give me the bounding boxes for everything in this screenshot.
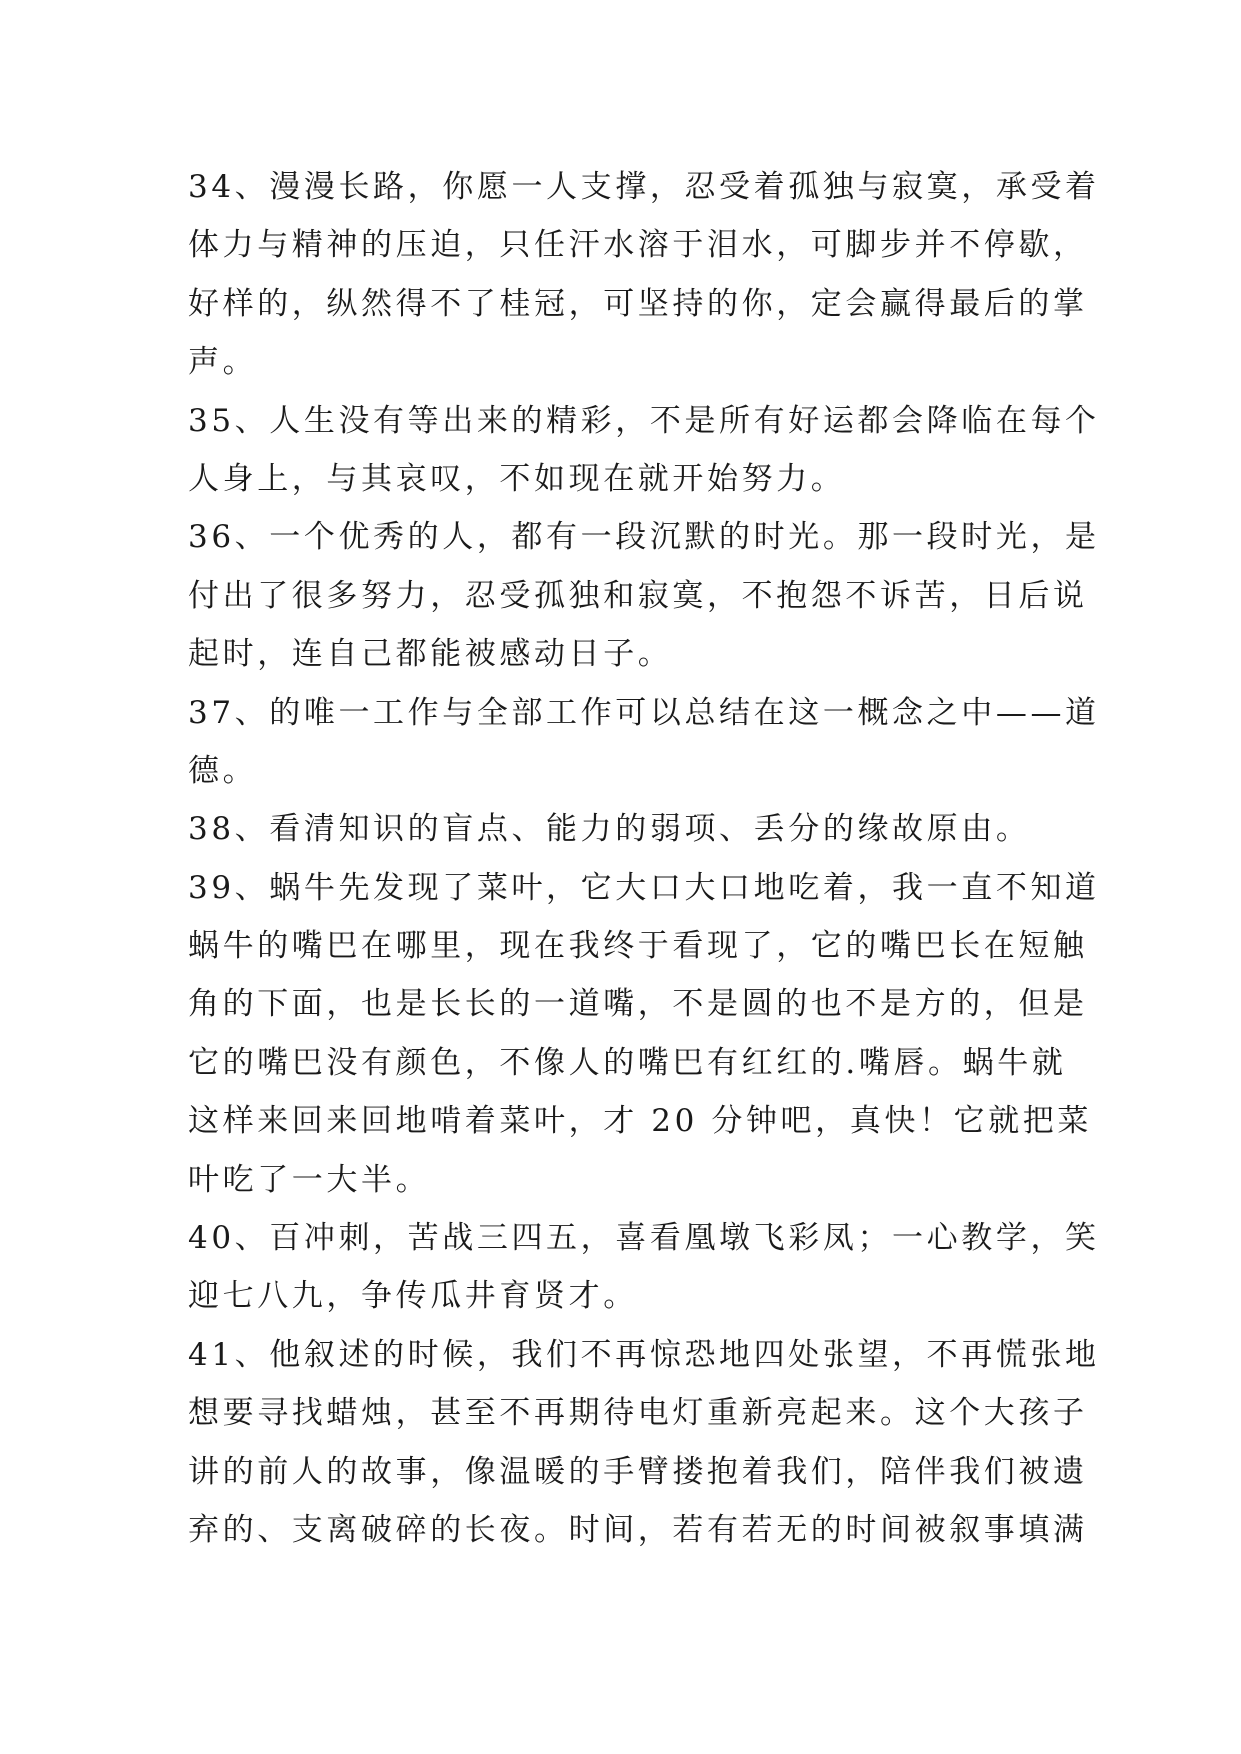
text-line: 角的下面，也是长长的一道嘴，不是圆的也不是方的，但是 [188,986,1088,1023]
text-line: 41、他叙述的时候，我们不再惊恐地四处张望，不再慌张地 [188,1336,1100,1373]
document-body [188,158,1100,1559]
text-line: 35、人生没有等出来的精彩，不是所有好运都会降临在每个 [188,402,1100,439]
text-line: 40、百冲刺，苦战三四五，喜看凰墩飞彩凤；一心教学，笑 [188,1220,1100,1257]
text-line: 37、的唯一工作与全部工作可以总结在这一概念之中——道 [188,694,1100,731]
text-line: 这样来回来回地啃着菜叶，才 20 分钟吧，真快！它就把菜 [188,1103,1092,1140]
text-line: 德。 [188,752,258,789]
text-line: 叶吃了一大半。 [188,1161,431,1198]
text-line: 好样的，纵然得不了桂冠，可坚持的你，定会赢得最后的掌 [188,285,1088,322]
text-line: 弃的、支离破碎的长夜。时间，若有若无的时间被叙事填满 [188,1511,1088,1548]
text-line: 迎七八九，争传瓜井育贤才。 [188,1278,638,1315]
text-line: 想要寻找蜡烛，甚至不再期待电灯重新亮起来。这个大孩子 [188,1395,1088,1432]
text-line: 蜗牛的嘴巴在哪里，现在我终于看现了，它的嘴巴长在短触 [188,928,1088,965]
text-line: 36、一个优秀的人，都有一段沉默的时光。那一段时光，是 [188,519,1100,556]
text-line: 38、看清知识的盲点、能力的弱项、丢分的缘故原由。 [188,811,1031,848]
text-line: 付出了很多努力，忍受孤独和寂寞，不抱怨不诉苦，日后说 [188,577,1088,614]
text-line: 它的嘴巴没有颜色，不像人的嘴巴有红红的.嘴唇。蜗牛就 [188,1044,1067,1081]
text-line: 39、蜗牛先发现了菜叶，它大口大口地吃着，我一直不知道 [188,869,1100,906]
text-line: 声。 [188,344,258,381]
text-line: 体力与精神的压迫，只任汗水溶于泪水，可脚步并不停歇， [188,227,1088,264]
text-line: 讲的前人的故事，像温暖的手臂搂抱着我们，陪伴我们被遗 [188,1453,1088,1490]
text-line: 起时，连自己都能被感动日子。 [188,636,673,673]
text-line: 人身上，与其哀叹，不如现在就开始努力。 [188,460,846,497]
text-line: 34、漫漫长路，你愿一人支撑，忍受着孤独与寂寞，承受着 [188,169,1100,205]
